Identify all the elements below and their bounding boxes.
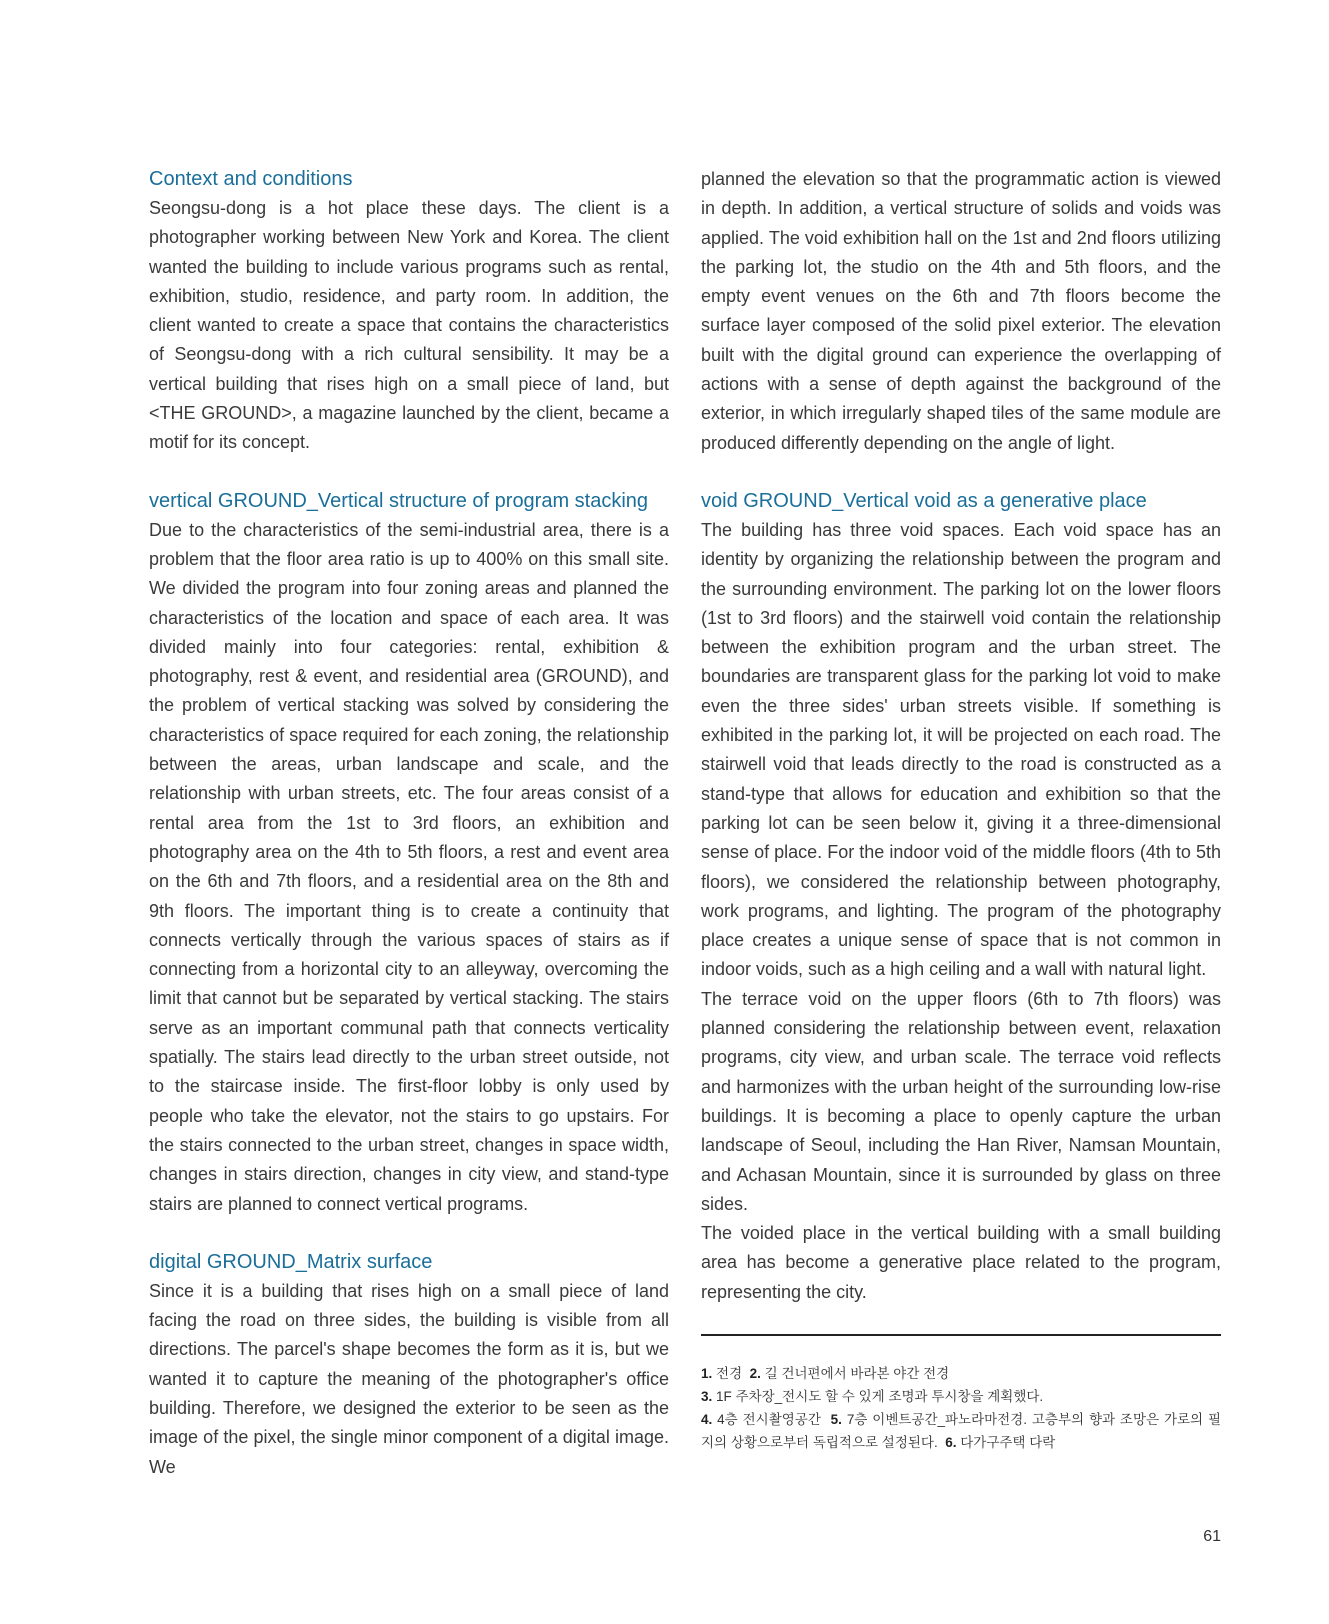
section-body-digital-ground: Since it is a building that rises high on a small piece of land facing the road on three sides, the building is visible from all directions. The parcel's shape becomes the form as it is, but we wanted it to capture the meaning of the photographer's office building. Therefore, we designed the exterior to be seen as the image of the pixel, the single minor component of a digital image. We [149,1280,669,1477]
right-column [701,165,1221,1307]
caption-text: 다가구주택 다락 [960,1435,1056,1450]
section-heading-digital-ground: digital GROUND_Matrix surface [149,1250,433,1273]
caption-number: 6. [945,1435,957,1450]
caption-text: 1F 주차장_전시도 할 수 있게 조명과 투시창을 계획했다. [716,1389,1044,1404]
caption-line-2 [701,1385,1221,1408]
caption-number: 3. [701,1389,713,1404]
page-number: 61 [1203,1528,1221,1545]
caption-number: 1. [701,1366,713,1381]
section-heading-void-ground: void GROUND_Vertical void as a generative place [701,489,1147,512]
caption-number: 4. [701,1412,713,1427]
photo-captions [701,1362,1221,1454]
section-body-void-ground-2: The terrace void on the upper floors (6th to 7th floors) was planned considering the relationship between event, relaxation programs, city view, and urban scale. The terrace void reflects and harmonizes with the urban height of the surrounding low-rise buildings. It is becoming a place to openly capture the urban landscape of Seoul, including the Han River, Namsan Mountain, and Achasan Mountain, since it is surrounded by glass on three sides. [701,988,1221,1214]
section-body-digital-ground-continued: planned the elevation so that the programmatic action is viewed in depth. In addition, a vertical structure of solids and voids was applied. The void exhibition hall on the 1st and 2nd floors utilizing the parking lot, the studio on the 4th and 5th floors, and the empty event venues on the 6th and 7th floors become the surface layer composed of the solid pixel exterior. The elevation built with the digital ground can experience the overlapping of actions with a sense of depth against the background of the exterior, in which irregularly shaped tiles of the same module are produced differently depending on the angle of light. [701,169,1221,453]
section-heading-context: Context and conditions [149,168,353,190]
section-heading-vertical-ground: vertical GROUND_Vertical structure of program stacking [149,489,649,512]
section-body-void-ground-1: The building has three void spaces. Each void space has an identity by organizing the relationship between the program and the surrounding environment. The parking lot on the lower floors (1st to 3rd floors) and the stairwell void contain the relationship between the exhibition program and the urban street. The boundaries are transparent glass for the parking lot void to make even the three sides' urban streets visible. If something is exhibited in the parking lot, it will be projected on each road. The stairwell void that leads directly to the road is constructed as a stand-type that allows for education and exhibition so that the parking lot can be seen below it, giving it a three-dimensional sense of place. For the indoor void of the middle floors (4th to 5th floors), we considered the relationship between photography, work programs, and lighting. The program of the photography place creates a unique sense of space that is not common in indoor voids, such as a high ceiling and a wall with natural light. [701,519,1221,980]
caption-text: 4층 전시촬영공간 [717,1412,821,1427]
section-body-void-ground-3: The voided place in the vertical building with a small building area has become a generative place related to the program, representing the city. [701,1223,1221,1302]
caption-divider [701,1334,1221,1336]
section-body-context: Seongsu-dong is a hot place these days. The client is a photographer working between New York and Korea. The client wanted the building to include various programs such as rental, exhibition, studio, residence, and party room. In addition, the client wanted to create a space that contains the characteristics of Seongsu-dong with a rich cultural sensibility. It may be a vertical building that rises high on a small piece of land, but <THE GROUND>, a magazine launched by the client, became a motif for its concept. [149,198,669,453]
section-body-vertical-ground: Due to the characteristics of the semi-industrial area, there is a problem that the floor area ratio is up to 400% on this small site. We divided the program into four zoning areas and planned the characteristics of the location and space of each area. It was divided mainly into four categories: rental, exhibition & photography, rest & event, and residential area (GROUND), and the problem of vertical stacking was solved by considering the characteristics of space required for each zoning, the relationship between the areas, urban landscape and scale, and the relationship with urban streets, etc. The four areas consist of a rental area from the 1st to 3rd floors, an exhibition and photography area on the 4th to 5th floors, a rest and event area on the 6th and 7th floors, and a residential area on the 8th and 9th floors. The important thing is to create a continuity that connects vertically through the various spaces of stairs as if connecting from a horizontal city to an alleyway, overcoming the limit that cannot but be separated by vertical stacking. The stairs serve as an important communal path that connects verticality spatially. The stairs lead directly to the urban street outside, not to the staircase inside. The first-floor lobby is only used by people who take the elevator, not the stairs to go upstairs. For the stairs connected to the urban street, changes in space width, changes in stairs direction, changes in city view, and stand-type stairs are planned to connect vertical programs. [149,519,669,1214]
caption-number: 5. [830,1412,842,1427]
caption-text: 길 건너편에서 바라본 야간 전경 [764,1366,950,1381]
caption-text: 전경 [716,1366,743,1381]
left-column [149,165,669,1482]
caption-line-3 [701,1408,1221,1454]
caption-text: 7층 이벤트공간_파노라마전경. 고층부의 향과 조망은 가로의 필지의 상황으로부터 독립적으로 설정된다. [701,1412,1221,1450]
caption-line-1 [701,1362,1221,1385]
caption-number: 2. [749,1366,761,1381]
